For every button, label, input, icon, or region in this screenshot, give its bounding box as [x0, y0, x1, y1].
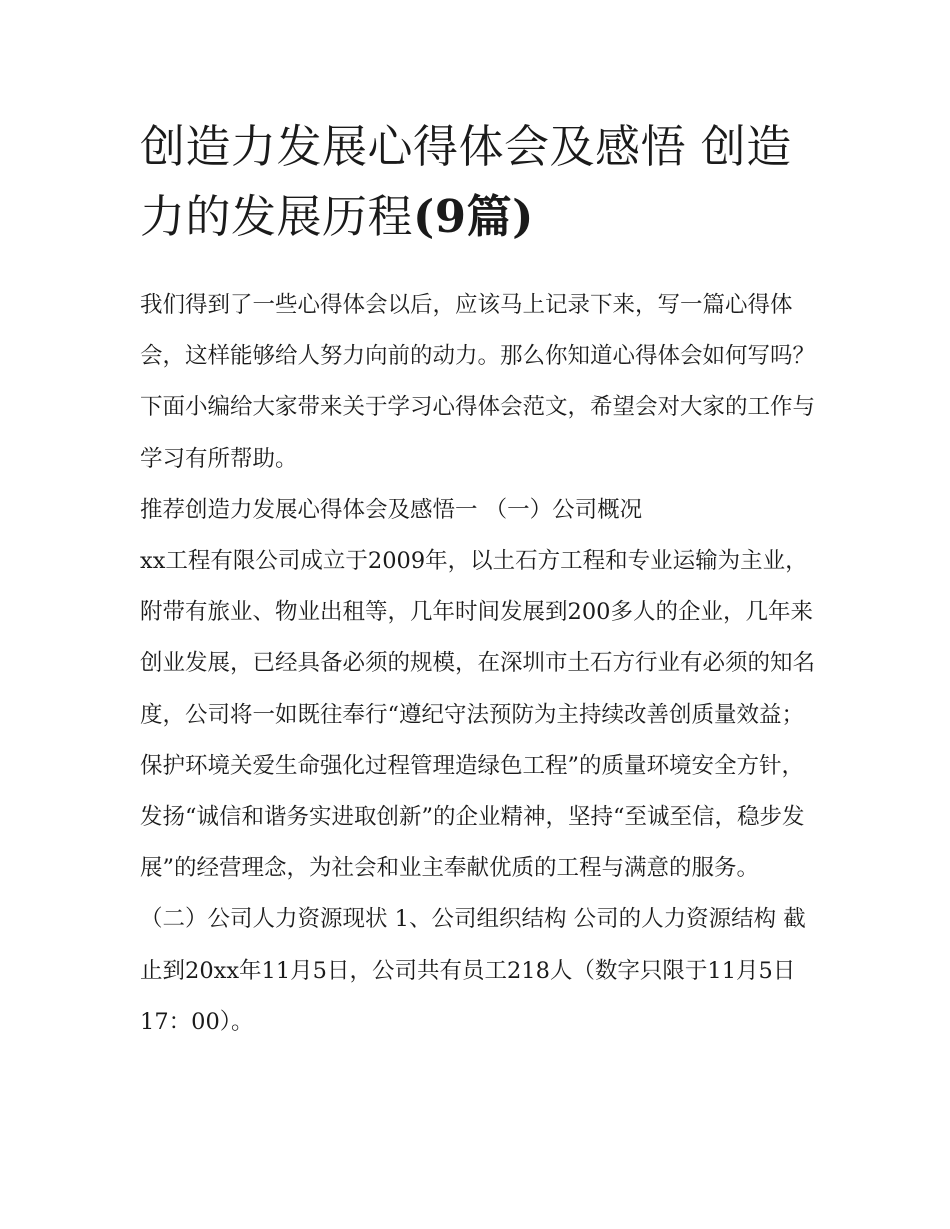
- title-count: (9篇): [413, 190, 534, 243]
- title-main: 创造力发展心得体会及感悟 创造力的发展历程: [140, 120, 792, 243]
- company-overview-paragraph: xx工程有限公司成立于2009年，以土石方工程和专业运输为主业，附带有旅业、物业出租等，几年时间发展到200多人的企业，几年来创业发展，已经具备必须的规模，在深圳市土石方行业有必须的知名度，公司将一如既往奉行“遵纪守法预防为主持续改善创质量效益；保护环境关爱生命强化过程管理造绿色工程”的质量环境安全方针，发扬“诚信和谐务实进取创新”的企业精神，坚持“至诚至信，稳步发展”的经营理念，为社会和业主奉献优质的工程与满意的服务。: [140, 548, 816, 882]
- intro-paragraph: 我们得到了一些心得体会以后，应该马上记录下来，写一篇心得体会，这样能够给人努力向前的动力。那么你知道心得体会如何写吗？下面小编给大家带来关于学习心得体会范文，希望会对大家的工作与学习有所帮助。: [140, 292, 816, 472]
- section-heading: 推荐创造力发展心得体会及感悟一 （一）公司概况: [140, 496, 643, 523]
- hr-status-paragraph: （二）公司人力资源现状 1、公司组织结构 公司的人力资源结构 截止到20xx年11月5日，公司共有员工218人（数字只限于11月5日17：00）。: [140, 906, 806, 1035]
- document-title: [140, 112, 815, 252]
- document-body: [140, 280, 815, 1048]
- document-page: [140, 112, 815, 1048]
